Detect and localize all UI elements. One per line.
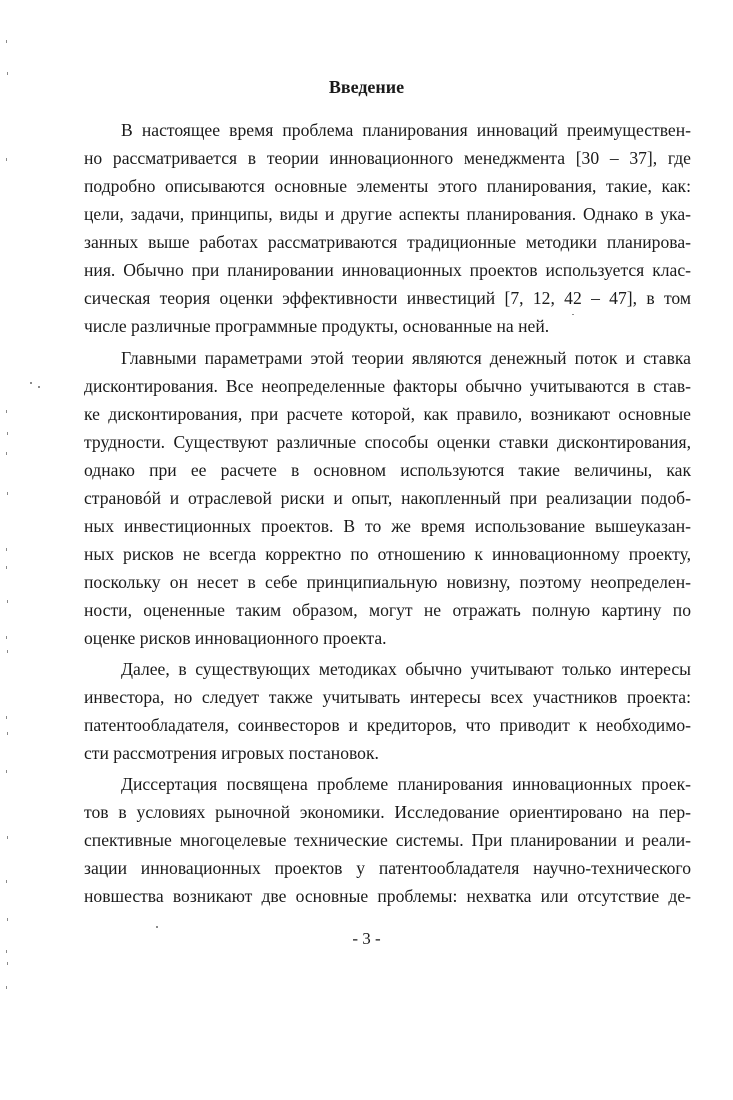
text-line: ке дисконтирования, при расчете которой, как правило, возникают основные <box>84 404 691 424</box>
text-line: инвестора, но следует также учитывать интересы всех участников проекта: <box>84 687 691 707</box>
text-line: ния. Обычно при планировании инновационных проектов используется клас- <box>84 260 691 280</box>
text-line: патентообладателя, соинвесторов и кредиторов, что приводит к необходимо- <box>84 715 691 735</box>
text-line: тов в условиях рыночной экономики. Исследование ориентировано на пер- <box>84 802 691 822</box>
text-line: сическая теория оценки эффективности инвестиций [7, 12, 42 – 47], в том <box>84 288 691 308</box>
page-number: - 3 - <box>352 929 381 948</box>
text-line: новшества возникают две основные проблемы: нехватка или отсутствие де- <box>84 886 691 906</box>
text-line: Диссертация посвящена проблеме планирования инновационных проек- <box>121 774 691 794</box>
text-line: подробно описываются основные элементы этого планирования, такие, как: <box>84 176 691 196</box>
text-line: ных инвестиционных проектов. В то же время использование вышеуказан- <box>84 516 691 536</box>
text-line: дисконтирования. Все неопределенные факторы обычно учитываются в став- <box>84 376 691 396</box>
text-line: цели, задачи, принципы, виды и другие аспекты планирования. Однако в ука- <box>84 204 691 224</box>
text-line: ных рисков не всегда корректно по отношению к инновационному проекту, <box>84 544 691 564</box>
page-title: Введение <box>328 77 405 97</box>
text-line: страновóй и отраслевой риски и опыт, накопленный при реализации подоб- <box>84 488 691 508</box>
text-line: однако при ее расчете в основном используются такие величины, как <box>84 460 691 480</box>
text-line: Главными параметрами этой теории являются денежный поток и ставка <box>121 348 691 368</box>
text-line: зации инновационных проектов у патентообладателя научно-технического <box>84 858 691 878</box>
text-line: ности, оцененные таким образом, могут не отражать полную картину по <box>84 600 691 620</box>
text-line: Далее, в существующих методиках обычно учитывают только интересы <box>121 659 691 679</box>
text-line: трудности. Существуют различные способы оценки ставки дисконтирования, <box>84 432 691 452</box>
text-line: поскольку он несет в себе принципиальную новизну, поэтому неопределен- <box>84 572 691 592</box>
text-line: оценке рисков инновационного проекта. <box>84 628 387 648</box>
text-line: В настоящее время проблема планирования инноваций преимуществен- <box>121 120 691 140</box>
text-line: но рассматривается в теории инновационного менеджмента [30 – 37], где <box>84 148 691 168</box>
text-line: числе различные программные продукты, основанные на ней. <box>84 316 550 336</box>
text-line: сти рассмотрения игровых постановок. <box>84 743 379 763</box>
text-line: спективные многоцелевые технические системы. При планировании и реали- <box>84 830 691 850</box>
text-line: занных выше работах рассматриваются традиционные методики планирова- <box>84 232 691 252</box>
